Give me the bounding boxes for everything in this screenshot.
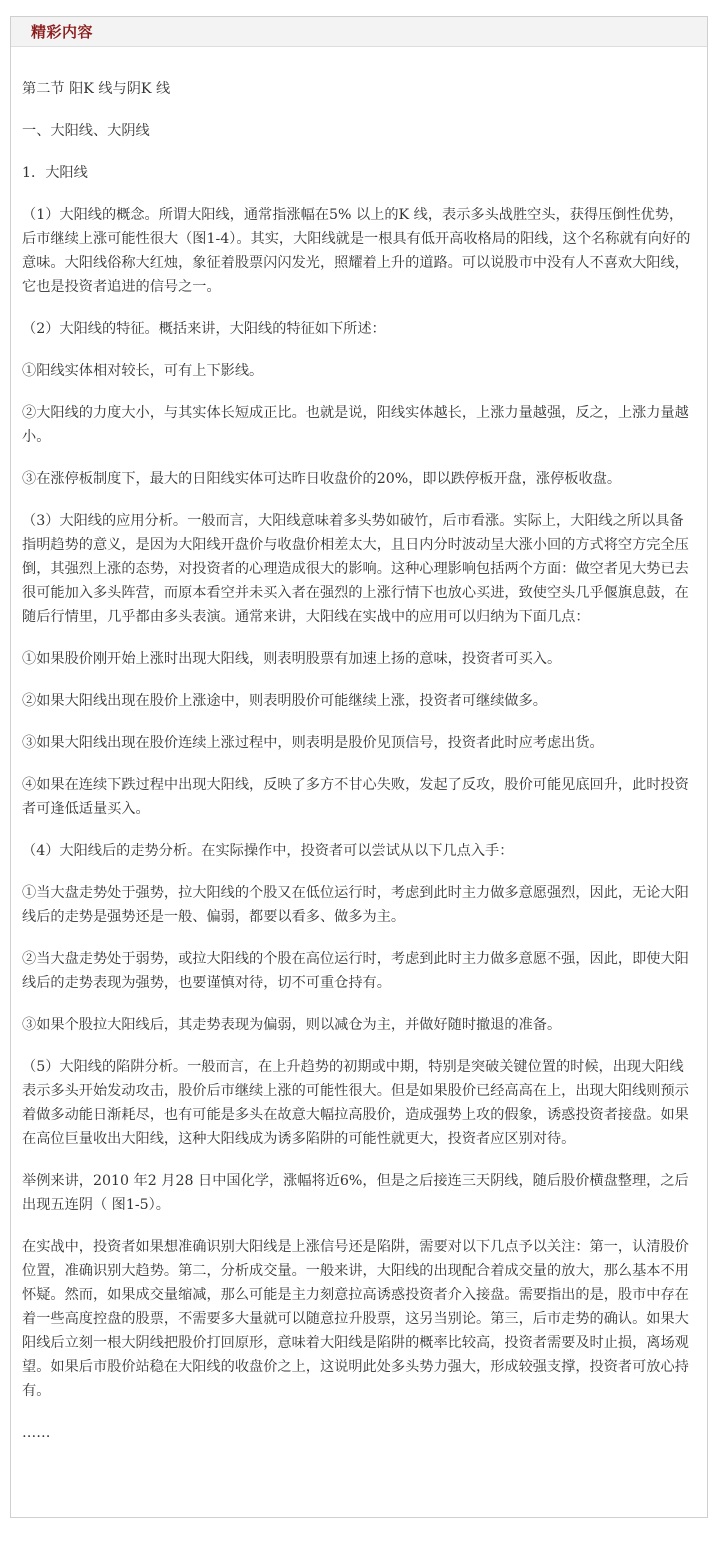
paragraph: （1）大阳线的概念。所谓大阳线，通常指涨幅在5% 以上的K 线，表示多头战胜空头，获得压倒性优势，后市继续上涨可能性很大（图1-4）。其实，大阳线就是一根具有低开高收格局的阳线，这个名称就有向好的意味。大阳线俗称大红烛，象征着股票闪闪发光，照耀着上升的道路。可以说股市中没有人不喜欢大阳线，它也是投资者追进的信号之一。 — [22, 207, 691, 295]
paragraph: ①当大盘走势处于强势，拉大阳线的个股又在低位运行时，考虑到此时主力做多意愿强烈，因此，无论大阳线后的走势是强势还是一般、偏弱，都要以看多、做多为主。 — [22, 885, 689, 925]
paragraph: 在实战中，投资者如果想准确识别大阳线是上涨信号还是陷阱，需要对以下几点予以关注：第一，认清股价位置，准确识别大趋势。第二，分析成交量。一般来讲，大阳线的出现配合着成交量的放大，那么基本不用怀疑。然而，如果成交量缩减，那么可能是主力刻意拉高诱惑投资者介入接盘。需要指出的是，股市中存在着一些高度控盘的股票，不需要多大量就可以随意拉升股票，这另当别论。第三，后市走势的确认。如果大阳线后立刻一根大阴线把股价打回原形，意味着大阳线是陷阱的概率比较高，投资者需要及时止损，离场观望。如果后市股价站稳在大阳线的收盘价之上，这说明此处多头势力强大，形成较强支撑，投资者可放心持有。 — [22, 1239, 689, 1399]
section-heading: 第二节 阳K 线与阴K 线 — [22, 81, 171, 97]
panel-header — [11, 17, 707, 47]
paragraph: ③在涨停板制度下，最大的日阳线实体可达昨日收盘价的20%，即以跌停板开盘，涨停板收盘。 — [22, 471, 622, 487]
paragraph: 举例来讲，2010 年2 月28 日中国化学，涨幅将近6%，但是之后接连三天阴线，随后股价横盘整理，之后出现五连阴（ 图1-5）。 — [22, 1173, 689, 1213]
paragraph: ③如果大阳线出现在股价连续上涨过程中，则表明是股价见顶信号，投资者此时应考虑出货。 — [22, 735, 604, 751]
paragraph: ②如果大阳线出现在股价上涨途中，则表明股价可能继续上涨，投资者可继续做多。 — [22, 693, 547, 709]
content-panel — [10, 16, 708, 1518]
paragraph: ①阳线实体相对较长，可有上下影线。 — [22, 363, 264, 379]
panel-title: 精彩内容 — [31, 23, 94, 41]
paragraph: ②当大盘走势处于弱势，或拉大阳线的个股在高位运行时，考虑到此时主力做多意愿不强，因此，即使大阳线后的走势表现为强势，也要谨慎对待，切不可重仓持有。 — [22, 951, 689, 991]
article-body — [22, 77, 696, 1463]
paragraph: （2）大阳线的特征。概括来讲，大阳线的特征如下所述： — [22, 321, 386, 337]
subsection-heading: 一、大阳线、大阴线 — [22, 123, 150, 139]
paragraph: （4）大阳线后的走势分析。在实际操作中，投资者可以尝试从以下几点入手： — [22, 843, 514, 859]
ellipsis: …… — [22, 1425, 51, 1441]
paragraph: （5）大阳线的陷阱分析。一般而言，在上升趋势的初期或中期，特别是突破关键位置的时候，出现大阳线表示多头开始发动攻击，股价后市继续上涨的可能性很大。但是如果股价已经高高在上，出现大阳线则预示着做多动能日渐耗尽，也有可能是多头在故意大幅拉高股价，造成强势上攻的假象，诱惑投资者接盘。如果在高位巨量收出大阳线，这种大阳线成为诱多陷阱的可能性就更大，投资者应区别对待。 — [22, 1059, 689, 1147]
paragraph: ①如果股价刚开始上涨时出现大阳线，则表明股票有加速上扬的意味，投资者可买入。 — [22, 651, 562, 667]
paragraph: ②大阳线的力度大小，与其实体长短成正比。也就是说，阳线实体越长，上涨力量越强，反之，上涨力量越小。 — [22, 405, 689, 445]
paragraph: ③如果个股拉大阳线后，其走势表现为偏弱，则以减仓为主，并做好随时撤退的准备。 — [22, 1017, 562, 1033]
paragraph: ④如果在连续下跌过程中出现大阳线，反映了多方不甘心失败，发起了反攻，股价可能见底回升，此时投资者可逢低适量买入。 — [22, 777, 689, 817]
paragraph: （3）大阳线的应用分析。一般而言，大阳线意味着多头势如破竹，后市看涨。实际上，大阳线之所以具备指明趋势的意义，是因为大阳线开盘价与收盘价相差太大，且日内分时波动呈大涨小回的方式将空方完全压倒，其强烈上涨的态势，对投资者的心理造成很大的影响。这种心理影响包括两个方面：做空者见大势已去很可能加入多头阵营，而原本看空并未买入者在强烈的上涨行情下也放心买进，致使空头几乎偃旗息鼓，在随后行情里，几乎都由多头表演。通常来讲，大阳线在实战中的应用可以归纳为下面几点： — [22, 513, 689, 625]
item-heading: 1．大阳线 — [22, 165, 88, 181]
